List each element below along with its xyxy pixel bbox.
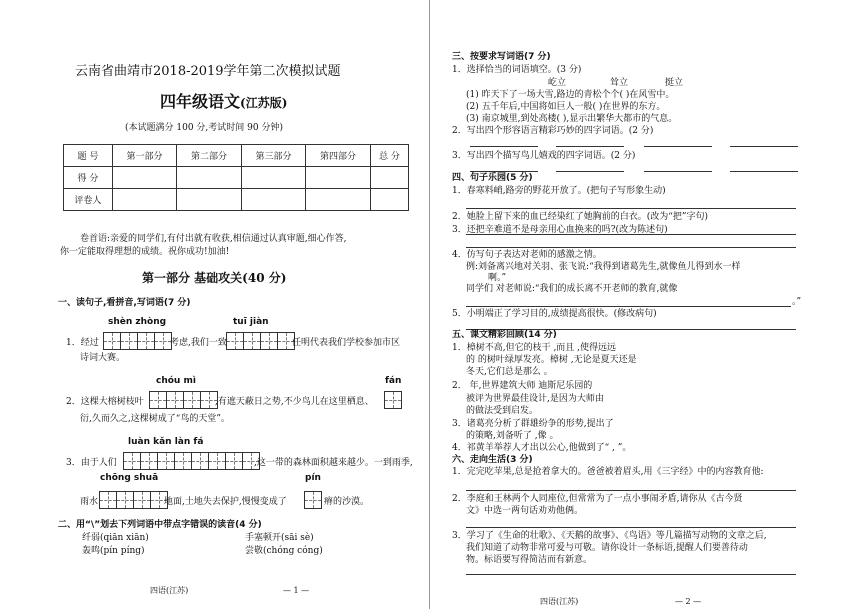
s6-line: 2．李庭和王林两个人同座位,但常常为了一点小事闹矛盾,请你从《古今贤: [452, 494, 743, 504]
writing-grid[interactable]: [227, 332, 295, 350]
s5-line: 3．诸葛亮分析了群雄纷争的形势,提出了: [452, 419, 614, 429]
q1-s2-pre: 2．这棵大榕树枝叶: [66, 397, 144, 407]
part-one-heading: 第一部分 基础攻关(40 分): [142, 271, 287, 285]
s5-line: 被评为世界最佳设计,是因为大师由: [466, 394, 604, 404]
intro-line-1: 卷首语:亲爱的同学们,有付出就有收获,相信通过认真审题,细心作答,: [80, 234, 347, 244]
s6-line: 文》中选一两句话劝劝他俩。: [466, 506, 584, 516]
score-table-header: 题 号 第一部分 第二部分 第三部分 第四部分 总 分: [64, 145, 409, 167]
pinyin: chōng shuā: [100, 473, 159, 483]
s4-example: 。”: [792, 297, 802, 307]
q1-s3-pre: 3．由于人们: [66, 458, 117, 468]
writing-grid[interactable]: [104, 332, 172, 350]
pinyin: shèn zhòng: [108, 317, 167, 327]
s6-line: 3．学习了《生命的壮歌》、《天鹅的故事》、《鸟语》等几篇描写动物的文章之后,: [452, 531, 767, 541]
pinyin: chóu mì: [156, 376, 196, 386]
score-table-row: 得 分: [64, 167, 409, 189]
s4-example: 同学们 对老师说:“我们的成长离不开老师的教育,就像: [466, 284, 678, 294]
s3-line: 2．写出四个形容语言精彩巧妙的四字词语。(2 分): [452, 126, 654, 136]
score-table: [63, 144, 409, 211]
s5-line: 1．樟树不高,但它的枝干 ,而且 ,使得远远: [452, 343, 617, 353]
word-option: 屹立: [548, 78, 567, 88]
q1-s1-pre: 1．经过: [66, 338, 99, 348]
s3-line: 1．选择恰当的词语填空。(3 分): [452, 65, 582, 75]
s6-line: 物。标语要写得简洁而有新意。: [466, 555, 593, 565]
word-option: 挺立: [665, 78, 684, 88]
writing-grid[interactable]: [150, 391, 218, 409]
q2-word: 手塞顿开(sāi sè): [245, 533, 314, 543]
s4-line: 1．春寒料峭,路旁的野花开放了。(把句子写形象生动): [452, 186, 666, 196]
q2-word: 轰鸣(pín píng): [82, 546, 145, 556]
q1-s1-cont: 诗词大赛。: [80, 353, 126, 363]
pinyin: tuī jiàn: [233, 317, 269, 327]
s5-line: 的策略,刘备听了 ,像 。: [466, 431, 559, 441]
s5-line: 4．祁黄羊举荐人才出以公心,他做到了“ , ”。: [452, 443, 632, 453]
footer-label: 四语(江苏): [150, 586, 189, 595]
pinyin: luàn kǎn làn fá: [128, 437, 204, 447]
s4-line: 5．小明端正了学习目的,成绩提高很快。(修改病句): [452, 309, 657, 319]
q1-s1-post: 任明代表我们学校参加市区: [292, 338, 401, 348]
s4-example: 啊。”: [488, 273, 507, 283]
q1-s3-post: ,这一带的森林面积越来越少。一到雨季,: [254, 458, 413, 468]
s5-line: 2． 年,世界建筑大师 迪斯尼乐园的: [452, 381, 593, 391]
s6-line: 我们知道了动物非常可爱与可敬。请你设计一条标语,提醒人们要善待动: [466, 543, 748, 553]
pinyin: pín: [305, 473, 321, 483]
s6-heading: 六、走向生活(3 分): [452, 455, 533, 465]
q1-s3b-post: 瘠的沙漠。: [324, 497, 370, 507]
s4-heading: 四、句子乐园(5 分): [452, 173, 533, 183]
s3-item: (2) 五千年后,中国将如巨人一般( )在世界的东方。: [466, 102, 666, 112]
exam-title: 云南省曲靖市2018-2019学年第二次模拟试题: [75, 64, 341, 79]
q1-heading: 一、读句子,看拼音,写词语(7 分): [58, 298, 191, 308]
q1-s3b-mid: 地面,土地失去保护,慢慢变成了: [164, 497, 287, 507]
writing-grid[interactable]: [305, 491, 322, 509]
s4-line: 3．还把辛难道不是母亲用心血换来的吗?(改为陈述句): [452, 225, 668, 235]
writing-grid[interactable]: [385, 391, 402, 409]
word-option: 耸立: [610, 78, 629, 88]
page-number: — 1 —: [283, 586, 310, 595]
s3-heading: 三、按要求写词语(7 分): [452, 52, 551, 62]
s5-heading: 五、课文精彩回顾(14 分): [452, 330, 557, 340]
exam-note: (本试题满分 100 分,考试时间 90 分钟): [125, 123, 283, 133]
q2-heading: 二、用“\”划去下列词语中带点字错误的读音(4 分): [58, 520, 262, 530]
writing-grid[interactable]: [100, 491, 168, 509]
q2-word: 纤弱(qiān xiān): [82, 533, 149, 543]
q1-s2-post: ,有遮天蔽日之势,不少鸟儿在这里栖息、: [215, 397, 374, 407]
s4-example: 例:刘备离兴地对关羽、张飞说:“我得到诸葛先生,就像鱼儿得到水一样: [466, 262, 741, 272]
right-page: [430, 0, 860, 609]
s5-line: 的做法受到启发。: [466, 406, 539, 416]
s3-item: (3) 南京城里,到处高楼( ),显示出繁华大都市的气息。: [466, 114, 678, 124]
score-table-row: 评卷人: [64, 189, 409, 211]
intro-line-2: 你一定能取得理想的成绩。祝你成功!加油!: [60, 247, 230, 257]
q1-s3b-pre: 雨水: [80, 497, 99, 507]
q2-word: 尝敬(chóng cóng): [245, 546, 323, 556]
q1-s2-cont: 衍,久而久之,这棵树成了“鸟的天堂”。: [80, 414, 230, 424]
s3-item: (1) 昨天下了一场大雪,路边的青松个个( )在风雪中。: [466, 90, 675, 100]
s5-line: 冬天,它们总是那么 。: [466, 367, 553, 377]
page-number: — 2 —: [675, 597, 702, 606]
s3-line: 3．写出四个描写鸟儿嬉戏的四字词语。(2 分): [452, 151, 636, 161]
writing-grid[interactable]: [124, 452, 260, 470]
s4-line: 2．她脸上留下来的血已经染红了她胸前的白衣。(改为“把”字句): [452, 212, 708, 222]
s6-line: 1．完完吃苹果,总是抢着拿大的。爸爸被着眉头,用《三字经》中的内容教育他:: [452, 467, 764, 477]
s5-line: 的 的树叶绿厚发亮。樟树 ,无论是夏天还是: [466, 355, 637, 365]
exam-subtitle: 四年级语文(江苏版): [160, 92, 288, 111]
s4-line: 4．仿写句子表达对老师的感激之情。: [452, 250, 602, 260]
footer-label: 四语(江苏): [540, 597, 579, 606]
q1-s1-mid: 考虑,我们一致: [170, 338, 227, 348]
pinyin: fán: [385, 376, 402, 386]
